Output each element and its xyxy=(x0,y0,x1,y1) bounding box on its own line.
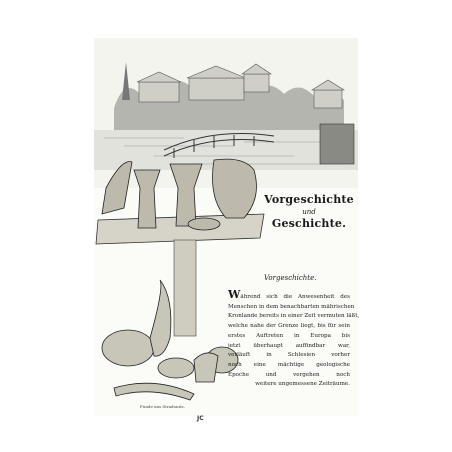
drop-cap: W xyxy=(228,288,241,301)
title-line-1: Vorgeschichte xyxy=(264,193,354,206)
body-line: ährend sich die Anwesenheit des xyxy=(240,294,350,300)
body-paragraph xyxy=(228,288,360,390)
title-line-3: Geschichte. xyxy=(271,217,347,230)
title-line-2: und xyxy=(302,208,316,216)
body-line: noch eine mächtige geologische xyxy=(228,361,350,368)
chapter-title xyxy=(262,193,356,231)
section-heading: Vorgeschichte. xyxy=(264,274,317,282)
table-leg xyxy=(174,240,196,336)
lower-finds xyxy=(102,280,241,400)
figure-caption: Funde aus Stradonitz. xyxy=(140,404,185,409)
boathouse xyxy=(320,124,354,164)
body-line: weitere ungemessene Zeiträume. xyxy=(255,381,350,388)
body-line: Menschen in dem benachbarten mährischen xyxy=(228,303,355,310)
body-line: jetzt überhaupt auffindbar war, xyxy=(228,342,350,349)
body-line: verläuft in Schlesien vorher xyxy=(228,352,350,359)
body-line: Kronlande bereits in einer Zeit vermuten läßt, xyxy=(228,313,360,320)
body-line: welche nahe der Grenze liegt, bis für sein xyxy=(228,323,350,330)
body-line: Epoche und vergehen noch xyxy=(228,371,350,378)
artist-monogram: JC xyxy=(197,415,204,422)
body-line: erstes Auftreten in Europa bis xyxy=(228,332,350,339)
